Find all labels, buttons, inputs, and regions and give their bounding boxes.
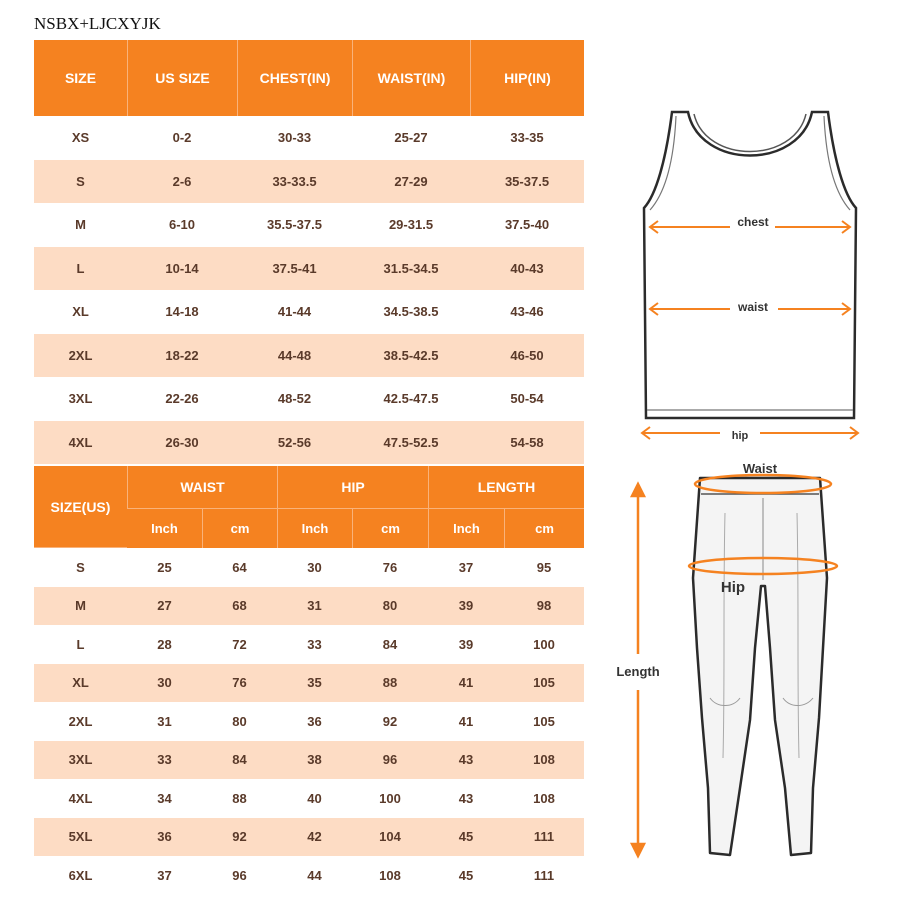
value-cell: 33-33.5 [237, 160, 352, 204]
leggings-figure [605, 458, 860, 868]
value-cell: 84 [202, 741, 277, 780]
value-cell: 96 [202, 856, 277, 895]
value-cell: 80 [352, 587, 428, 626]
bottom-table-row [34, 818, 584, 857]
unit-header-waist-inch: Inch [127, 509, 202, 548]
tank-top-outline [644, 112, 856, 418]
bottom-table-row [34, 779, 584, 818]
bottom-table-row [34, 664, 584, 703]
value-cell: 104 [352, 818, 428, 857]
value-cell: 26-30 [127, 421, 237, 465]
value-cell: 34.5-38.5 [352, 290, 470, 334]
size-cell: 2XL [34, 702, 127, 741]
top-table-row [34, 203, 584, 247]
top-table-row [34, 247, 584, 291]
value-cell: 43 [428, 741, 504, 780]
value-cell: 39 [428, 587, 504, 626]
bottom-table-row [34, 548, 584, 587]
top-size-table [34, 40, 584, 464]
value-cell: 31 [277, 587, 352, 626]
col-header-us-size: US SIZE [127, 40, 237, 116]
value-cell: 37.5-40 [470, 203, 584, 247]
value-cell: 43-46 [470, 290, 584, 334]
value-cell: 30 [277, 548, 352, 587]
value-cell: 96 [352, 741, 428, 780]
value-cell: 43 [428, 779, 504, 818]
value-cell: 98 [504, 587, 584, 626]
bottom-table-row [34, 702, 584, 741]
value-cell: 33 [277, 625, 352, 664]
value-cell: 54-58 [470, 421, 584, 465]
value-cell: 48-52 [237, 377, 352, 421]
value-cell: 22-26 [127, 377, 237, 421]
value-cell: 33-35 [470, 116, 584, 160]
value-cell: 100 [504, 625, 584, 664]
waist-label: waist [737, 300, 769, 314]
top-table-row [34, 160, 584, 204]
value-cell: 111 [504, 818, 584, 857]
bottom-size-table [34, 466, 584, 895]
size-cell: 4XL [34, 421, 127, 465]
tank-top-figure [630, 100, 870, 445]
value-cell: 76 [202, 664, 277, 703]
top-table-row [34, 116, 584, 160]
value-cell: 31.5-34.5 [352, 247, 470, 291]
bottom-table-row [34, 741, 584, 780]
unit-header-hip-inch: Inch [277, 509, 352, 548]
col-header-waist: WAIST(IN) [352, 40, 470, 116]
value-cell: 34 [127, 779, 202, 818]
value-cell: 108 [504, 741, 584, 780]
top-table-header-row [34, 40, 584, 116]
col-header-hip: HIP(IN) [470, 40, 584, 116]
value-cell: 18-22 [127, 334, 237, 378]
value-cell: 36 [277, 702, 352, 741]
size-cell: S [34, 548, 127, 587]
value-cell: 27 [127, 587, 202, 626]
col-header-size: SIZE [34, 40, 127, 116]
top-table-row [34, 334, 584, 378]
value-cell: 111 [504, 856, 584, 895]
size-cell: XS [34, 116, 127, 160]
value-cell: 84 [352, 625, 428, 664]
value-cell: 2-6 [127, 160, 237, 204]
size-cell: 4XL [34, 779, 127, 818]
value-cell: 37 [127, 856, 202, 895]
brand-name: NSBX+LJCXYJK [34, 14, 161, 33]
value-cell: 95 [504, 548, 584, 587]
value-cell: 30-33 [237, 116, 352, 160]
bottom-table-row [34, 625, 584, 664]
value-cell: 31 [127, 702, 202, 741]
value-cell: 27-29 [352, 160, 470, 204]
size-cell: 6XL [34, 856, 127, 895]
value-cell: 92 [202, 818, 277, 857]
value-cell: 46-50 [470, 334, 584, 378]
group-header-hip: HIP [277, 466, 428, 509]
value-cell: 28 [127, 625, 202, 664]
value-cell: 6-10 [127, 203, 237, 247]
size-cell: S [34, 160, 127, 204]
value-cell: 105 [504, 702, 584, 741]
value-cell: 10-14 [127, 247, 237, 291]
value-cell: 88 [352, 664, 428, 703]
unit-header-hip-cm: cm [352, 509, 428, 548]
hip-label: hip [731, 430, 749, 442]
value-cell: 105 [504, 664, 584, 703]
length-label: Length [616, 664, 660, 679]
top-table-row [34, 377, 584, 421]
value-cell: 88 [202, 779, 277, 818]
value-cell: 29-31.5 [352, 203, 470, 247]
value-cell: 45 [428, 818, 504, 857]
leggings-outline [693, 478, 827, 855]
col-header-size-us: SIZE(US) [34, 466, 127, 548]
value-cell: 25-27 [352, 116, 470, 160]
size-cell: 3XL [34, 741, 127, 780]
value-cell: 37.5-41 [237, 247, 352, 291]
size-cell: 3XL [34, 377, 127, 421]
value-cell: 14-18 [127, 290, 237, 334]
size-cell: 2XL [34, 334, 127, 378]
bottom-table-row [34, 587, 584, 626]
value-cell: 35-37.5 [470, 160, 584, 204]
unit-header-length-cm: cm [504, 509, 584, 548]
value-cell: 40 [277, 779, 352, 818]
value-cell: 41 [428, 702, 504, 741]
top-table-row [34, 290, 584, 334]
leggings-hip-label: Hip [720, 579, 746, 596]
value-cell: 72 [202, 625, 277, 664]
value-cell: 30 [127, 664, 202, 703]
value-cell: 41-44 [237, 290, 352, 334]
size-cell: L [34, 625, 127, 664]
size-cell: XL [34, 664, 127, 703]
value-cell: 35 [277, 664, 352, 703]
value-cell: 76 [352, 548, 428, 587]
chest-label: chest [737, 215, 769, 229]
value-cell: 0-2 [127, 116, 237, 160]
value-cell: 38.5-42.5 [352, 334, 470, 378]
hip-arrow [642, 427, 858, 439]
size-cell: M [34, 587, 127, 626]
value-cell: 108 [352, 856, 428, 895]
value-cell: 38 [277, 741, 352, 780]
value-cell: 33 [127, 741, 202, 780]
value-cell: 44-48 [237, 334, 352, 378]
col-header-chest: CHEST(IN) [237, 40, 352, 116]
value-cell: 64 [202, 548, 277, 587]
bottom-table-group-row [34, 466, 584, 509]
value-cell: 80 [202, 702, 277, 741]
leggings-waist-label: Waist [742, 461, 778, 476]
value-cell: 42 [277, 818, 352, 857]
size-cell: L [34, 247, 127, 291]
value-cell: 100 [352, 779, 428, 818]
unit-header-waist-cm: cm [202, 509, 277, 548]
value-cell: 35.5-37.5 [237, 203, 352, 247]
value-cell: 39 [428, 625, 504, 664]
group-header-waist: WAIST [127, 466, 277, 509]
value-cell: 92 [352, 702, 428, 741]
value-cell: 25 [127, 548, 202, 587]
value-cell: 36 [127, 818, 202, 857]
value-cell: 52-56 [237, 421, 352, 465]
value-cell: 47.5-52.5 [352, 421, 470, 465]
value-cell: 68 [202, 587, 277, 626]
value-cell: 37 [428, 548, 504, 587]
unit-header-length-inch: Inch [428, 509, 504, 548]
size-cell: XL [34, 290, 127, 334]
value-cell: 44 [277, 856, 352, 895]
size-cell: M [34, 203, 127, 247]
size-cell: 5XL [34, 818, 127, 857]
value-cell: 50-54 [470, 377, 584, 421]
value-cell: 42.5-47.5 [352, 377, 470, 421]
group-header-length: LENGTH [428, 466, 584, 509]
top-table-row [34, 421, 584, 465]
value-cell: 108 [504, 779, 584, 818]
value-cell: 45 [428, 856, 504, 895]
value-cell: 40-43 [470, 247, 584, 291]
bottom-table-row [34, 856, 584, 895]
value-cell: 41 [428, 664, 504, 703]
